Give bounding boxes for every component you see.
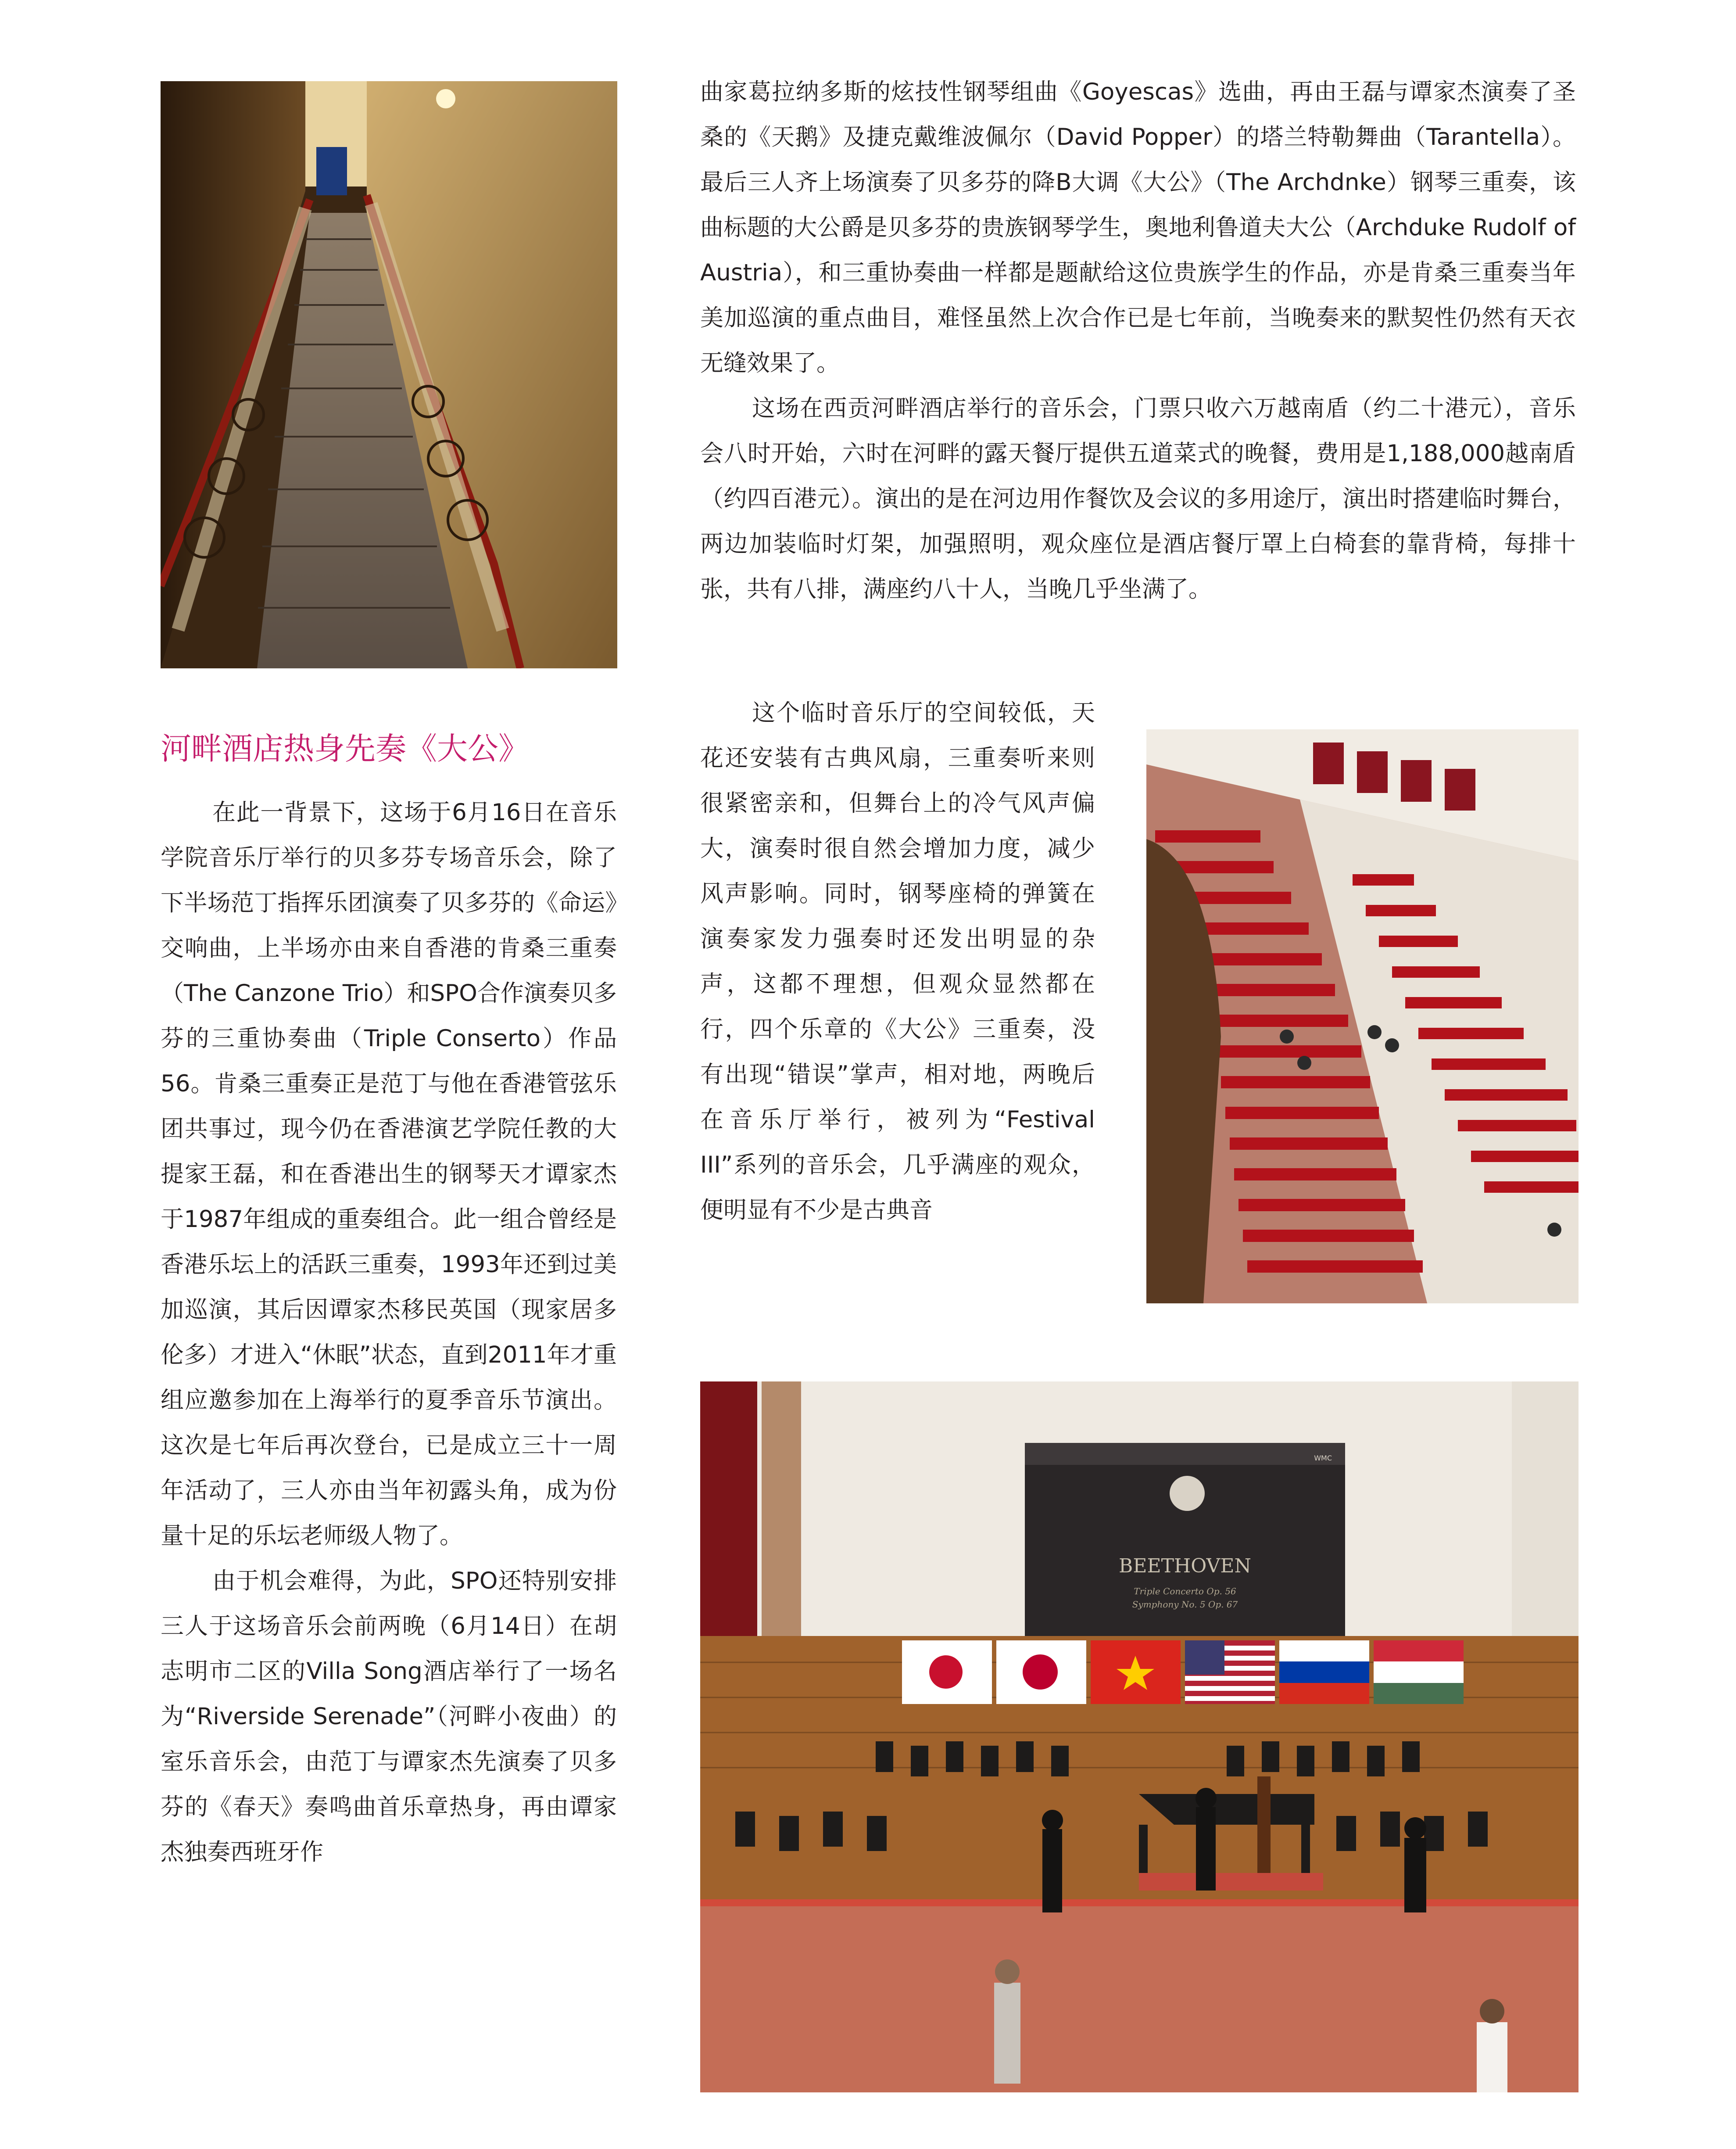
banner-subtitle-1: Triple Concerto Op. 56 bbox=[1134, 1586, 1236, 1597]
paragraph-riverside-venue: 这场在西贡河畔酒店举行的音乐会，门票只收六万越南盾（约二十港元），音乐会八时开始，六时在河畔的露天餐厅提供五道菜式的晚餐，费用是1,188,000越南盾（约四百港元）。演出的是在河边用作餐饮及会议的多用途厅，演出时搭建临时舞台，两边加装临时灯架，加强照明，观众座位是酒店餐厅罩上白椅套的靠背椅，每排十张，共有八排，满座约八十人，当晚几乎坐满了。 bbox=[700, 395, 1576, 603]
concert-hall-seats-photo bbox=[1146, 729, 1579, 1303]
article-column-right-top bbox=[700, 69, 1576, 612]
paragraph-villa-song: 由于机会难得，为此，SPO还特别安排三人于这场音乐会前两晚（6月14日）在胡志明市二区的Villa Song酒店举行了一场名为“Riverside Serenade”（河畔小夜曲）的室乐音乐会，由范丁与谭家杰先演奏了贝多芬的《春天》奏鸣曲首乐章热身，再由谭家杰独奏西班牙作 bbox=[161, 1568, 617, 1866]
paragraph-riverside-program: 曲家葛拉纳多斯的炫技性钢琴组曲《Goyescas》选曲，再由王磊与谭家杰演奏了圣桑的《天鹅》及捷克戴维波佩尔（David Popper）的塔兰特勒舞曲（Tarantella）。最后三人齐上场演奏了贝多芬的降B大调《大公》（The Archdnke）钢琴三重奏，该曲标题的大公爵是贝多芬的贵族钢琴学生，奥地利鲁道夫大公（Archduke Rudolf of Austria），和三重协奏曲一样都是题献给这位贵族学生的作品，亦是肯桑三重奏当年美加巡演的重点曲目，难怪虽然上次合作已是七年前，当晚奏来的默契性仍然有天衣无缝效果了。 bbox=[700, 79, 1576, 377]
staircase-photo bbox=[161, 81, 617, 668]
paragraph-hall-acoustics: 这个临时音乐厅的空间较低，天花还安装有古典风扇，三重奏听来则很紧密亲和，但舞台上的冷气风声偏大，演奏时很自然会增加力度，减少风声影响。同时，钢琴座椅的弹簧在演奏家发力强奏时还发出明显的杂声，这都不理想，但观众显然都在行，四个乐章的《大公》三重奏，没有出现“错误”掌声，相对地，两晚后在音乐厅举行，被列为“Festival III”系列的音乐会，几乎满座的观众，便明显有不少是古典音 bbox=[700, 700, 1095, 1223]
banner-title: BEETHOVEN bbox=[1119, 1555, 1251, 1577]
banner-sponsor: WMC bbox=[1314, 1454, 1332, 1462]
article-column-left bbox=[161, 790, 617, 1875]
section-heading: 河畔酒店热身先奏《大公》 bbox=[161, 731, 529, 767]
article-column-right-mid bbox=[700, 690, 1095, 1233]
paragraph-canzone-trio: 在此一背景下，这场于6月16日在音乐学院音乐厅举行的贝多芬专场音乐会，除了下半场范丁指挥乐团演奏了贝多芬的《命运》交响曲，上半场亦由来自香港的肯桑三重奏（The Canzone Trio）和SPO合作演奏贝多芬的三重协奏曲（Triple Conserto）作品56。肯桑三重奏正是范丁与他在香港管弦乐团共事过，现今仍在香港演艺学院任教的大提家王磊，和在香港出生的钢琴天才谭家杰于1987年组成的重奏组合。此一组合曾经是香港乐坛上的活跃三重奏，1993年还到过美加巡演，其后因谭家杰移民英国（现家居多伦多）才进入“休眠”状态，直到2011年才重组应邀参加在上海举行的夏季音乐节演出。这次是七年后再次登台，已是成立三十一周年活动了，三人亦由当年初露头角，成为份量十足的乐坛老师级人物了。 bbox=[161, 799, 617, 1549]
banner-subtitle-2: Symphony No. 5 Op. 67 bbox=[1132, 1599, 1238, 1610]
orchestra-stage-photo bbox=[700, 1381, 1579, 2092]
